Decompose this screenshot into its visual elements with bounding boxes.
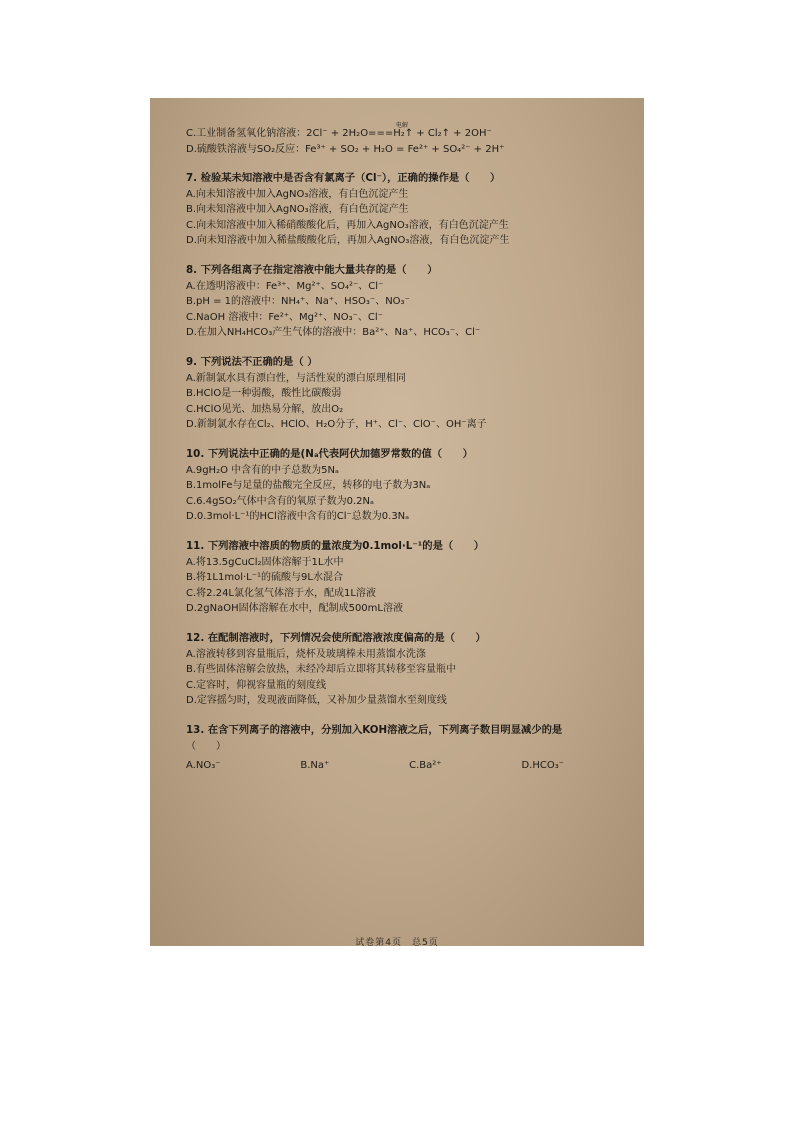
- option-line: C.6.4gSO₂气体中含有的氧原子数为0.2Nₐ: [186, 495, 374, 507]
- question-stem: 10. 下列说法中正确的是(Nₐ代表阿伏加德罗常数的值（ ）: [186, 447, 473, 460]
- question-stem: 13. 在含下列离子的溶液中，分别加入KOH溶液之后，下列离子数目明显减少的是: [186, 723, 563, 736]
- option-line: A.溶液转移到容量瓶后，烧杯及玻璃棒未用蒸馏水洗涤: [186, 648, 426, 660]
- exam-page-photo: [150, 98, 644, 946]
- option-line: B.1molFe与足量的盐酸完全反应，转移的电子数为3Nₐ: [186, 480, 431, 492]
- option-line: B.pH = 1的溶液中：NH₄⁺、Na⁺、HSO₃⁻、NO₃⁻: [186, 296, 410, 308]
- option-line: A.将13.5gCuCl₂固体溶解于1L水中: [186, 556, 344, 568]
- option-line: D.2gNaOH固体溶解在水中，配制成500mL溶液: [186, 603, 403, 615]
- question-stem: 11. 下列溶液中溶质的物质的量浓度为0.1mol·L⁻¹的是（ ）: [186, 539, 485, 552]
- option-line: B.HClO是一种弱酸，酸性比碳酸弱: [186, 388, 342, 400]
- option-row: [186, 758, 624, 774]
- option-b: B.Na⁺: [300, 760, 330, 772]
- option-a: A.NO₃⁻: [186, 760, 221, 772]
- option-line: D.0.3mol·L⁻¹的HCl溶液中含有的Cl⁻总数为0.3Nₐ: [186, 511, 410, 523]
- option-line: A.向未知溶液中加入AgNO₃溶液，有白色沉淀产生: [186, 188, 409, 200]
- option-line: B.向未知溶液中加入AgNO₃溶液，有白色沉淀产生: [186, 204, 409, 216]
- question-stem: 8. 下列各组离子在指定溶液中能大量共存的是（ ）: [186, 263, 438, 276]
- option-line: C.工业制备氢氧化钠溶液：2Cl⁻ + 2H₂O===H₂↑ + Cl₂↑ + 2OH⁻: [186, 128, 492, 139]
- option-line: C.将2.24L氯化氢气体溶于水，配成1L溶液: [186, 587, 376, 599]
- question-stem-continued: （ ）: [186, 740, 226, 752]
- question-stem: 9. 下列说法不正确的是（ ）: [186, 355, 318, 368]
- option-line: B.有些固体溶解会放热，未经冷却后立即将其转移至容量瓶中: [186, 664, 457, 676]
- option-line: D.定容摇匀时，发现液面降低，又补加少量蒸馏水至刻度线: [186, 695, 447, 707]
- option-line: D.在加入NH₄HCO₃产生气体的溶液中：Ba²⁺、Na⁺、HCO₃⁻、Cl⁻: [186, 327, 481, 339]
- question-stem: 7. 检验某未知溶液中是否含有氯离子（Cl⁻），正确的操作是（ ）: [186, 172, 501, 184]
- page-footer: 试卷第4页 总5页: [355, 938, 439, 946]
- question-stem: 12. 在配制溶液时，下列情况会使所配溶液浓度偏高的是（ ）: [186, 631, 486, 644]
- option-line: A.在透明溶液中：Fe³⁺、Mg²⁺、SO₄²⁻、Cl⁻: [186, 280, 384, 292]
- option-line: C.向未知溶液中加入稀硝酸酸化后，再加入AgNO₃溶液，有白色沉淀产生: [186, 219, 509, 231]
- option-line: C.HClO见光、加热易分解，放出O₂: [186, 403, 344, 415]
- option-line: C.定容时，仰视容量瓶的刻度线: [186, 679, 327, 691]
- electrolysis-label: 电解: [396, 122, 409, 129]
- option-line: D.新制氯水存在Cl₂、HClO、H₂O分子，H⁺、Cl⁻、ClO⁻、OH⁻离子: [186, 419, 487, 431]
- option-c: C.Ba²⁺: [409, 760, 442, 772]
- option-line: C.NaOH 溶液中：Fe²⁺、Mg²⁺、NO₃⁻、Cl⁻: [186, 311, 383, 323]
- option-line: A.新制氯水具有漂白性，与活性炭的漂白原理相同: [186, 372, 406, 384]
- option-d: D.HCO₃⁻: [521, 760, 564, 772]
- option-line: A.9gH₂O 中含有的中子总数为5Nₐ: [186, 464, 339, 476]
- option-line: B.将1L1mol·L⁻¹的硫酸与9L水混合: [186, 572, 343, 584]
- option-line: D.向未知溶液中加入稀盐酸酸化后，再加入AgNO₃溶液，有白色沉淀产生: [186, 235, 510, 247]
- option-line: D.硫酸铁溶液与SO₂反应：Fe³⁺ + SO₂ + H₂O = Fe²⁺ + SO₄²⁻ + 2H⁺: [186, 143, 505, 155]
- exam-content: [186, 126, 624, 774]
